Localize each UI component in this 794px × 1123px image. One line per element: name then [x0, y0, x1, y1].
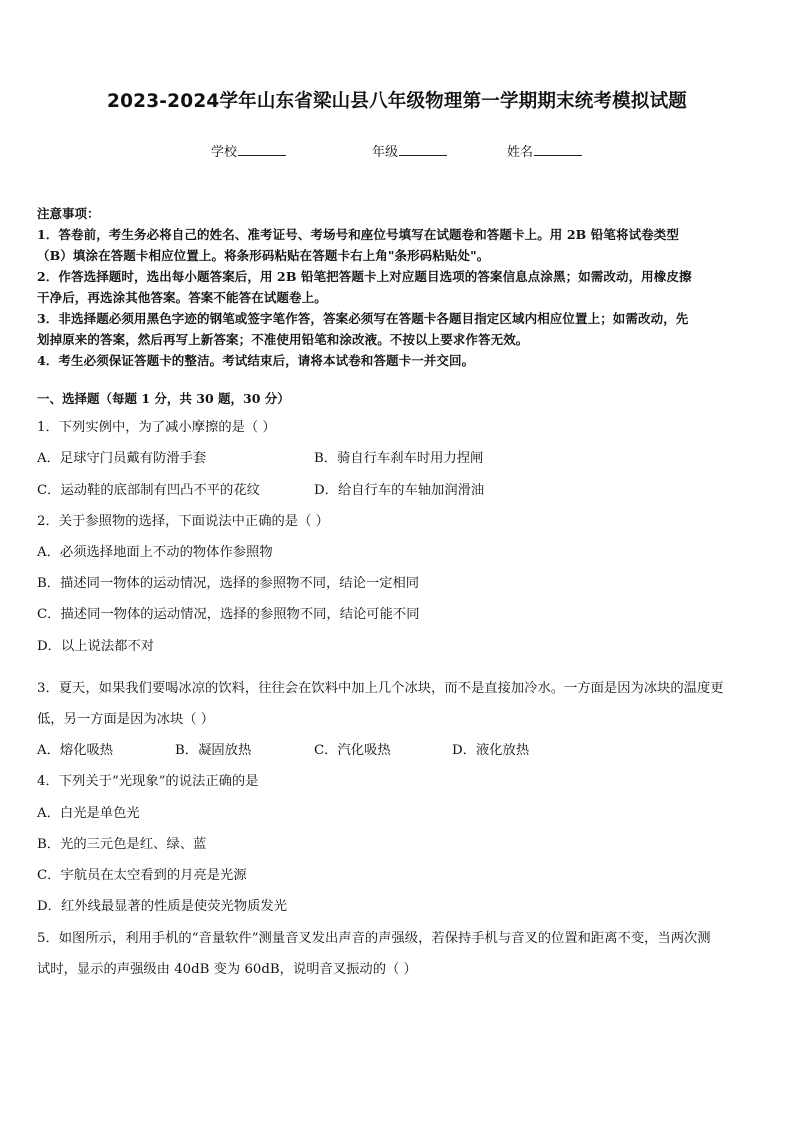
notice-line: 划掉原来的答案，然后再写上新答案；不准使用铅笔和涂改液。不按以上要求作答无效。 — [37, 332, 529, 347]
question-3-stem-line1: 3．夏天，如果我们要喝冰凉的饮料，往往会在饮料中加上几个冰块，而不是直接加冷水。一方面是因为冰块的温度更 — [37, 681, 724, 696]
notice-line: 2．作答选择题时，选出每小题答案后，用 2B 铅笔把答题卡上对应题目选项的答案信息点涂黑；如需改动，用橡皮擦 — [37, 269, 692, 284]
question-4-option-a: A．白光是单色光 — [37, 806, 140, 821]
question-3-option-b: B．凝固放热 — [175, 743, 252, 758]
exam-title: 2023-2024学年山东省梁山县八年级物理第一学期期末统考模拟试题 — [107, 91, 687, 112]
question-3-option-a: A．熔化吸热 — [37, 743, 114, 758]
notice-line: 干净后，再选涂其他答案。答案不能答在试题卷上。 — [37, 290, 327, 305]
school-label: 学校 — [211, 145, 238, 160]
question-1-option-a: A．足球守门员戴有防滑手套 — [37, 451, 207, 466]
section-title: 一、选择题（每题 1 分，共 30 题，30 分） — [37, 391, 290, 406]
question-2-option-b: B．描述同一物体的运动情况，选择的参照物不同，结论一定相同 — [37, 576, 420, 591]
question-3-option-c: C．汽化吸热 — [314, 743, 391, 758]
grade-field — [372, 141, 447, 160]
grade-blank — [399, 143, 447, 156]
name-label: 姓名 — [507, 145, 534, 160]
question-1-option-b: B．骑自行车刹车时用力捏闸 — [314, 451, 484, 466]
question-2-option-c: C．描述同一物体的运动情况，选择的参照物不同，结论可能不同 — [37, 607, 420, 622]
question-2-option-d: D．以上说法都不对 — [37, 639, 155, 654]
notice-title: 注意事项： — [37, 206, 100, 221]
question-1-option-c: C．运动鞋的底部制有凹凸不平的花纹 — [37, 483, 260, 498]
notice-line: 3．非选择题必须用黑色字迹的钢笔或签字笔作答，答案必须写在答题卡各题目指定区域内相应位置上；如需改动，先 — [37, 311, 689, 326]
question-3-stem-line2: 低，另一方面是因为冰块（ ） — [37, 712, 215, 727]
question-2-option-a: A．必须选择地面上不动的物体作参照物 — [37, 545, 273, 560]
name-field — [507, 141, 582, 160]
grade-label: 年级 — [372, 145, 399, 160]
question-4-option-c: C．宇航员在太空看到的月亮是光源 — [37, 868, 247, 883]
name-blank — [534, 143, 582, 156]
school-blank — [238, 143, 286, 156]
notice-line: 4．考生必须保证答题卡的整洁。考试结束后，请将本试卷和答题卡一并交回。 — [37, 353, 475, 368]
question-3-option-d: D．液化放热 — [452, 743, 530, 758]
school-field — [211, 141, 286, 160]
question-1-stem: 1．下列实例中，为了减小摩擦的是（ ） — [37, 420, 276, 435]
question-4-stem: 4．下列关于“光现象”的说法正确的是 — [37, 774, 259, 789]
notice-line: 1．答卷前，考生务必将自己的姓名、准考证号、考场号和座位号填写在试题卷和答题卡上。用 2B 铅笔将试卷类型 — [37, 227, 679, 242]
question-5-stem-line2: 试时，显示的声强级由 40dB 变为 60dB，说明音叉振动的（ ） — [37, 962, 417, 977]
question-1-option-d: D．给自行车的车轴加润滑油 — [314, 483, 485, 498]
question-2-stem: 2．关于参照物的选择，下面说法中正确的是（ ） — [37, 514, 329, 529]
question-4-option-d: D．红外线最显著的性质是使荧光物质发光 — [37, 899, 288, 914]
question-5-stem-line1: 5．如图所示，利用手机的“音量软件”测量音叉发出声音的声强级，若保持手机与音叉的位置和距离不变，当两次测 — [37, 931, 711, 946]
question-4-option-b: B．光的三元色是红、绿、蓝 — [37, 837, 207, 852]
notice-line: （B）填涂在答题卡相应位置上。将条形码粘贴在答题卡右上角"条形码粘贴处"。 — [37, 248, 490, 263]
